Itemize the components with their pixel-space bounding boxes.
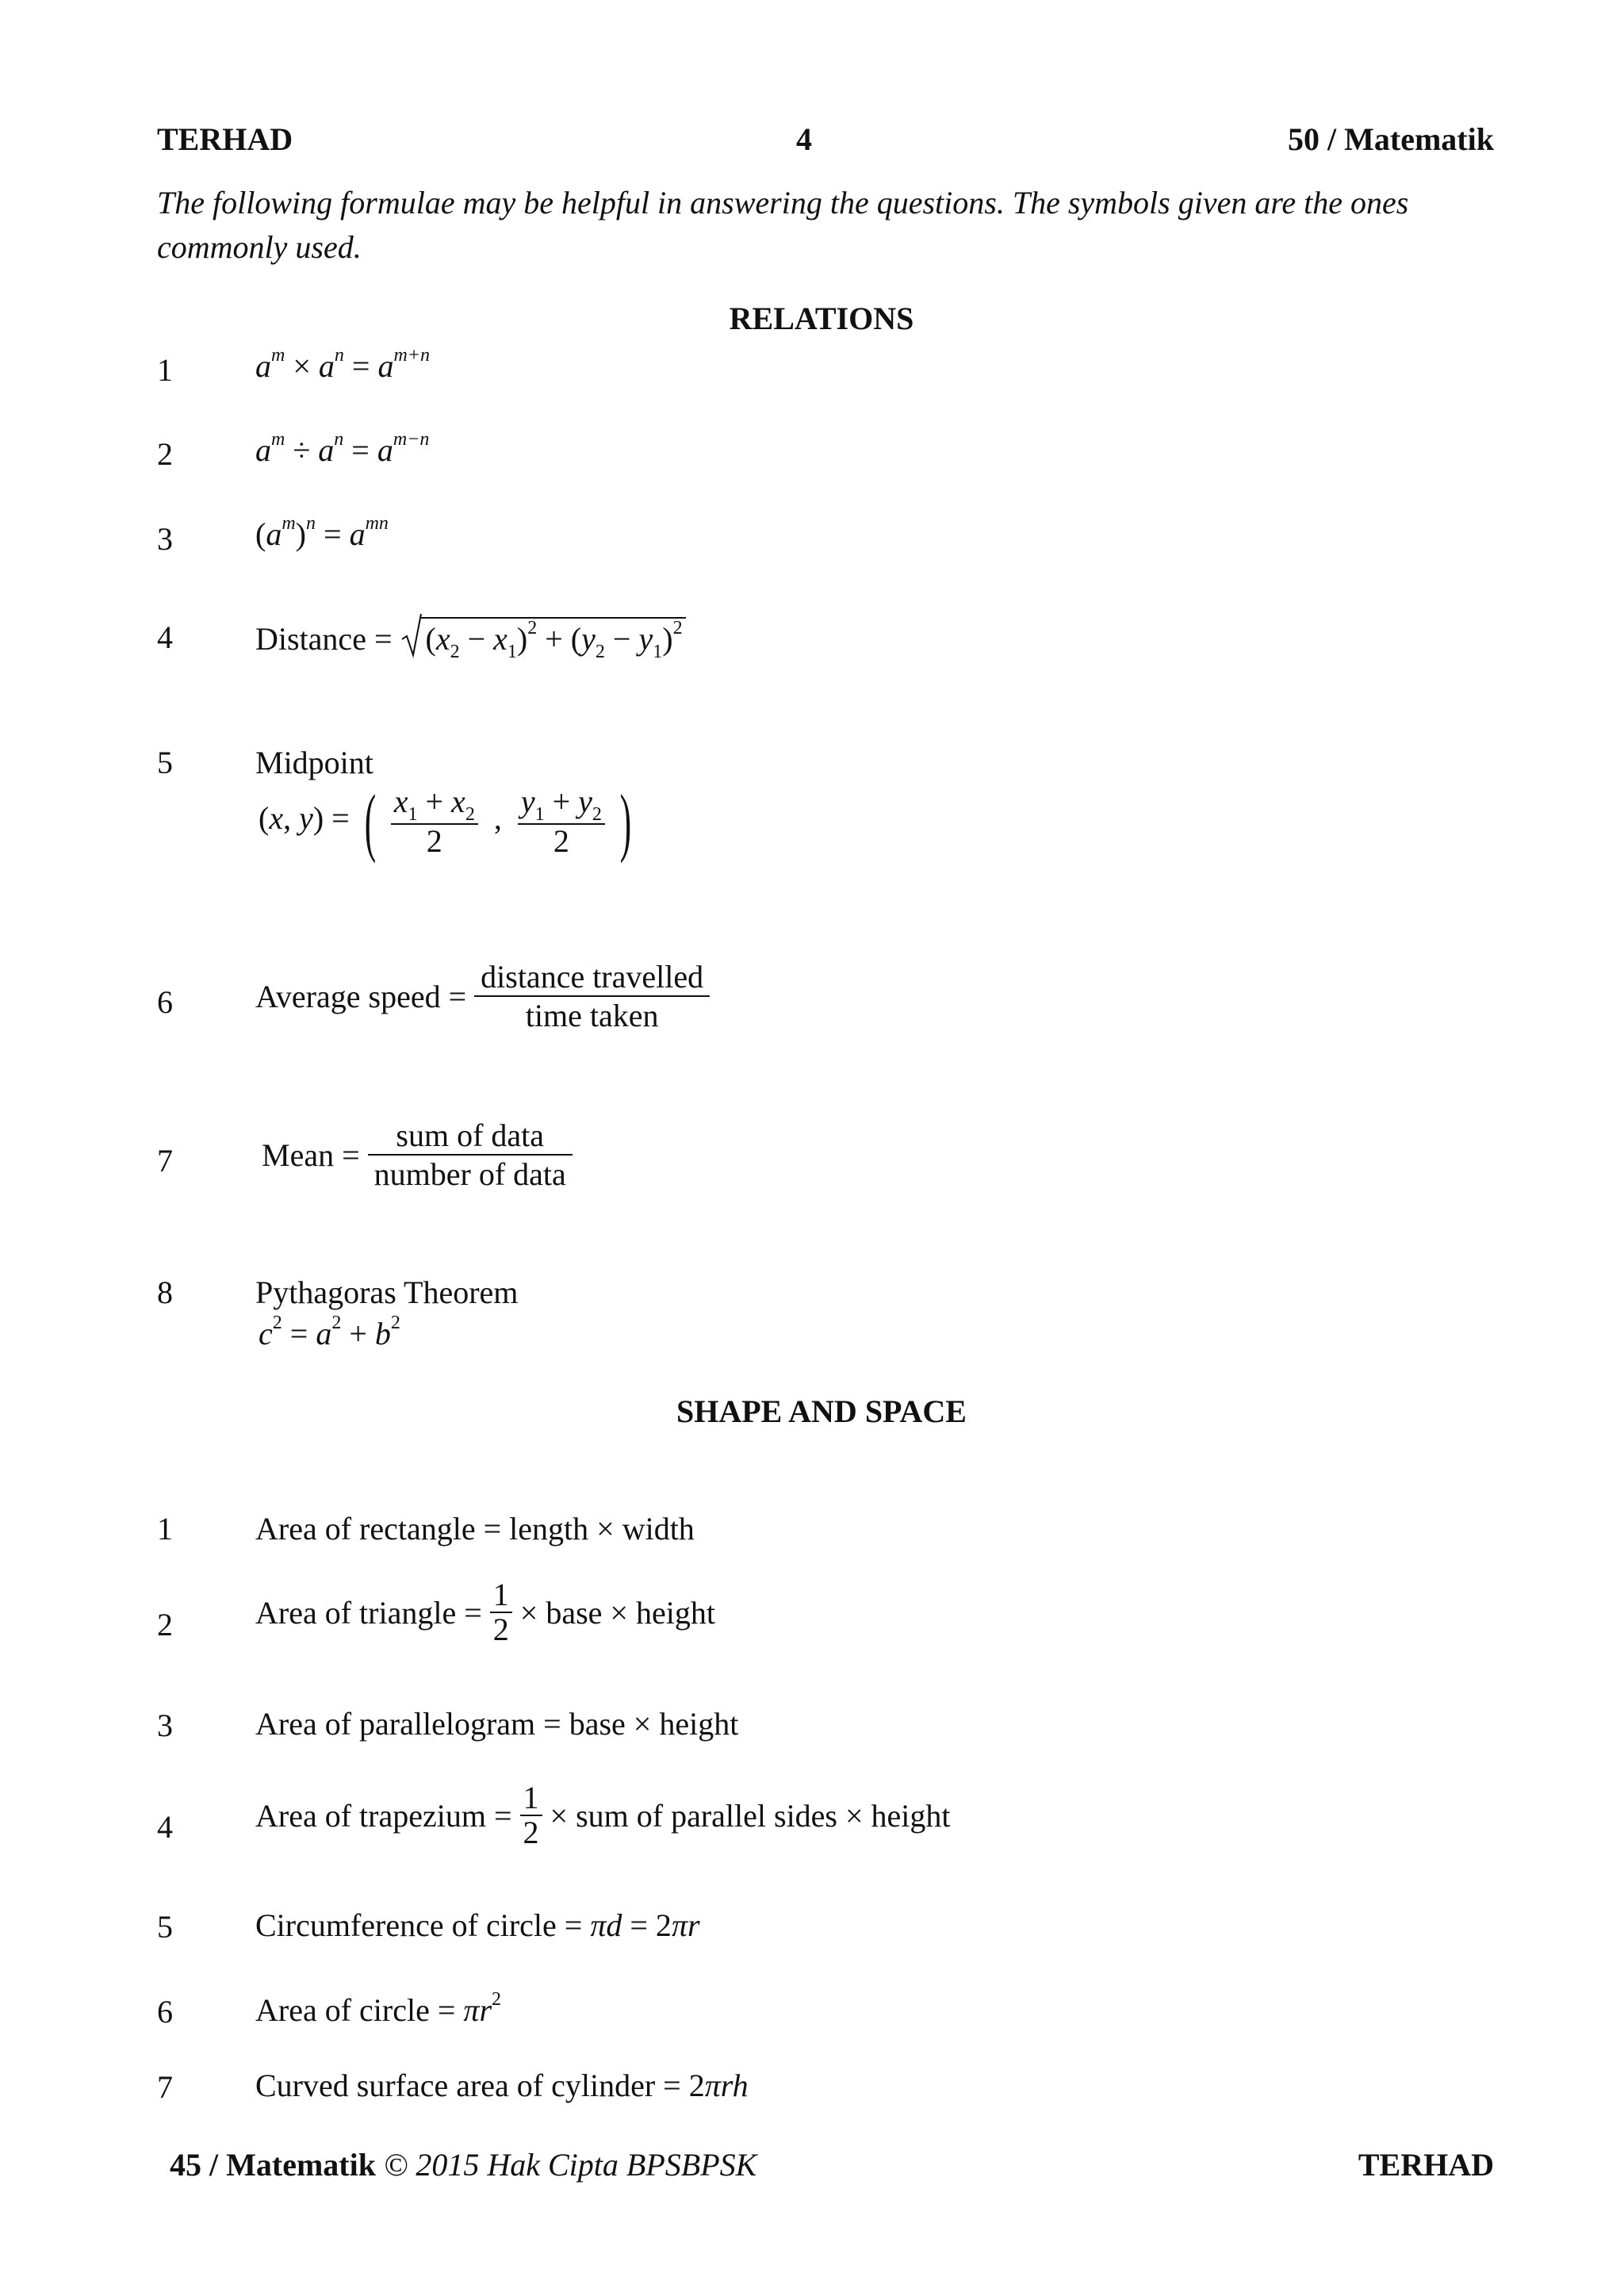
page-number: 4: [796, 121, 812, 157]
formula-distance: [255, 617, 686, 662]
formula-area-triangle: Area of triangle = $\frac{1}{2}$ × base × height: [255, 1577, 715, 1647]
curved-surface-cylinder-label: Curved surface area of cylinder =: [255, 2068, 681, 2103]
mean-denominator: number of data: [373, 1156, 566, 1192]
formula-power-of-power: $(a^m)^n = a^{mn}$: [255, 513, 389, 552]
shape-space-heading: SHAPE AND SPACE: [676, 1393, 967, 1429]
shape-number: 4: [157, 1809, 173, 1845]
relation-number: 2: [157, 436, 173, 472]
area-triangle-label: Area of triangle =: [255, 1594, 482, 1631]
footer-left: [170, 2146, 756, 2183]
relation-number: 6: [157, 984, 173, 1020]
intro-line-1: The following formulae may be helpful in answering the questions. The symbols given are the ones: [157, 185, 1409, 220]
intro-line-2: commonly used.: [157, 229, 362, 265]
formula-mean: [262, 1117, 573, 1193]
average-speed-label: Average speed =: [255, 978, 467, 1014]
area-parallelogram-label: Area of parallelogram =: [255, 1706, 561, 1742]
area-parallelogram-tail: base × height: [569, 1706, 739, 1742]
pythagoras-label: Pythagoras Theorem: [255, 1274, 519, 1310]
header-right: 50 / Matematik: [1288, 121, 1494, 157]
formula-area-trapezium: Area of trapezium = $\frac{1}{2}$ × sum of parallel sides × height: [255, 1780, 951, 1850]
formula-circumference: Circumference of circle = πd = 2πr: [255, 1907, 700, 1943]
header-left: TERHAD: [157, 121, 293, 157]
area-circle-label: Area of circle =: [255, 1992, 456, 2028]
square-root-icon: $(x_2 - x_1)^2 + (y_2 - y_1)^2$: [400, 617, 686, 657]
footer-subject: 45 / Matematik: [170, 2147, 376, 2183]
mean-label: Mean =: [262, 1137, 360, 1173]
relation-number: 7: [157, 1143, 173, 1179]
formula-pythagoras: $c^2 = a^2 + b^2$: [259, 1313, 400, 1351]
relation-number: 4: [157, 619, 173, 655]
relation-number: 1: [157, 352, 173, 388]
mean-numerator: sum of data: [368, 1117, 573, 1156]
formula-area-parallelogram: [255, 1705, 738, 1742]
relation-number: 8: [157, 1274, 173, 1310]
average-speed-denominator: time taken: [525, 998, 659, 1033]
distance-label: Distance =: [255, 621, 393, 657]
footer-right: TERHAD: [1358, 2147, 1494, 2183]
midpoint-label: Midpoint: [255, 745, 373, 780]
formula-area-rectangle: Area of rectangle = length × width: [255, 1511, 695, 1547]
formula-curved-surface-cylinder: Curved surface area of cylinder = 2πrh: [255, 2068, 749, 2103]
formula-area-circle: Area of circle = $\pi r^2$: [255, 1989, 502, 2028]
shape-number: 5: [157, 1909, 173, 1945]
formula-power-quotient: $a^m \div a^n = a^{m-n}$: [255, 429, 430, 468]
formula-power-product: $a^m \times a^n = a^{m+n}$: [255, 345, 430, 384]
footer-copyright: © 2015 Hak Cipta BPSBPSK: [383, 2147, 757, 2183]
relation-number: 5: [157, 745, 173, 780]
relation-number: 3: [157, 521, 173, 557]
formula-midpoint: (x, y) = ( $\frac{x_1 + x_2}{2}$ , $\frac{y_1 + y_2}{2}$ ): [259, 779, 632, 864]
average-speed-numerator: distance travelled: [474, 958, 710, 997]
shape-number: 7: [157, 2069, 173, 2105]
formula-average-speed: [255, 958, 710, 1034]
area-trapezium-label: Area of trapezium =: [255, 1797, 512, 1834]
shape-number: 3: [157, 1708, 173, 1743]
shape-number: 6: [157, 1994, 173, 2030]
shape-number: 1: [157, 1511, 173, 1547]
shape-number: 2: [157, 1607, 173, 1642]
relations-heading: RELATIONS: [729, 301, 914, 336]
area-trapezium-tail: × sum of parallel sides × height: [550, 1797, 951, 1834]
area-triangle-tail: × base × height: [519, 1594, 715, 1631]
circumference-label: Circumference of circle =: [255, 1907, 583, 1943]
